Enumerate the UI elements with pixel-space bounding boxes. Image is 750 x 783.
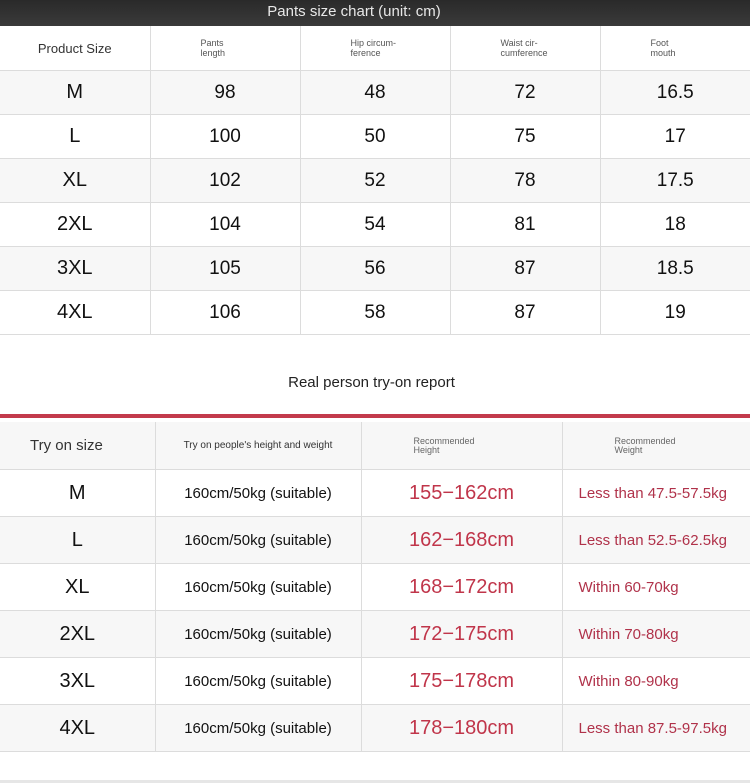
try-size-cell: 4XL (0, 705, 155, 752)
size-cell: L (0, 115, 150, 159)
foot-mouth-cell: 19 (600, 291, 750, 335)
table-row (0, 470, 750, 517)
recommended-weight-cell: Less than 52.5-62.5kg (562, 517, 750, 564)
table-row (0, 564, 750, 611)
pants-length-cell: 105 (150, 247, 300, 291)
table-row (0, 115, 750, 159)
hip-cell: 58 (300, 291, 450, 335)
recommended-weight-cell: Within 80-90kg (562, 658, 750, 705)
recommended-height-cell: 175−178cm (361, 658, 562, 705)
hip-cell: 52 (300, 159, 450, 203)
foot-mouth-cell: 18.5 (600, 247, 750, 291)
foot-mouth-cell: 18 (600, 203, 750, 247)
header-product-size: Product Size (0, 26, 150, 71)
waist-cell: 87 (450, 291, 600, 335)
size-chart-table (0, 26, 750, 335)
recommended-weight-cell: Less than 47.5-57.5kg (562, 470, 750, 517)
report-header-row (0, 422, 750, 470)
height-weight-cell: 160cm/50kg (suitable) (155, 564, 361, 611)
waist-cell: 78 (450, 159, 600, 203)
table-row (0, 71, 750, 115)
foot-mouth-cell: 17 (600, 115, 750, 159)
size-chart-header-row (0, 26, 750, 71)
hip-cell: 56 (300, 247, 450, 291)
header-recommended-height: Recommended Height (361, 422, 562, 470)
chart-title-bar (0, 0, 750, 26)
header-height-weight: Try on people's height and weight (155, 422, 361, 470)
chart-title: Pants size chart (unit: cm) (267, 2, 441, 20)
waist-cell: 75 (450, 115, 600, 159)
section-divider (0, 414, 750, 418)
try-on-report-table (0, 422, 750, 752)
recommended-weight-cell: Less than 87.5-97.5kg (562, 705, 750, 752)
table-row (0, 658, 750, 705)
table-row (0, 247, 750, 291)
pants-length-cell: 104 (150, 203, 300, 247)
header-pants-length: Pants length (150, 26, 300, 71)
recommended-height-cell: 172−175cm (361, 611, 562, 658)
table-row (0, 611, 750, 658)
try-size-cell: XL (0, 564, 155, 611)
recommended-height-cell: 178−180cm (361, 705, 562, 752)
pants-length-cell: 106 (150, 291, 300, 335)
header-waist-circumference: Waist cir- cumference (450, 26, 600, 71)
table-row (0, 159, 750, 203)
report-title: Real person try-on report (288, 374, 455, 391)
hip-cell: 48 (300, 71, 450, 115)
pants-length-cell: 98 (150, 71, 300, 115)
try-size-cell: M (0, 470, 155, 517)
height-weight-cell: 160cm/50kg (suitable) (155, 470, 361, 517)
waist-cell: 87 (450, 247, 600, 291)
recommended-weight-cell: Within 60-70kg (562, 564, 750, 611)
table-row (0, 705, 750, 752)
table-row (0, 291, 750, 335)
waist-cell: 81 (450, 203, 600, 247)
table-row (0, 203, 750, 247)
size-cell: 2XL (0, 203, 150, 247)
recommended-height-cell: 168−172cm (361, 564, 562, 611)
table-row (0, 517, 750, 564)
try-size-cell: 2XL (0, 611, 155, 658)
header-foot-mouth: Foot mouth (600, 26, 750, 71)
try-size-cell: L (0, 517, 155, 564)
recommended-height-cell: 162−168cm (361, 517, 562, 564)
size-cell: 3XL (0, 247, 150, 291)
hip-cell: 54 (300, 203, 450, 247)
recommended-weight-cell: Within 70-80kg (562, 611, 750, 658)
header-hip-circumference: Hip circum- ference (300, 26, 450, 71)
pants-length-cell: 102 (150, 159, 300, 203)
height-weight-cell: 160cm/50kg (suitable) (155, 517, 361, 564)
height-weight-cell: 160cm/50kg (suitable) (155, 658, 361, 705)
height-weight-cell: 160cm/50kg (suitable) (155, 705, 361, 752)
size-cell: XL (0, 159, 150, 203)
header-recommended-weight: Recommended Weight (562, 422, 750, 470)
try-size-cell: 3XL (0, 658, 155, 705)
foot-mouth-cell: 17.5 (600, 159, 750, 203)
size-cell: 4XL (0, 291, 150, 335)
recommended-height-cell: 155−162cm (361, 470, 562, 517)
height-weight-cell: 160cm/50kg (suitable) (155, 611, 361, 658)
hip-cell: 50 (300, 115, 450, 159)
foot-mouth-cell: 16.5 (600, 71, 750, 115)
pants-length-cell: 100 (150, 115, 300, 159)
header-try-on-size: Try on size (0, 422, 155, 470)
waist-cell: 72 (450, 71, 600, 115)
size-cell: M (0, 71, 150, 115)
